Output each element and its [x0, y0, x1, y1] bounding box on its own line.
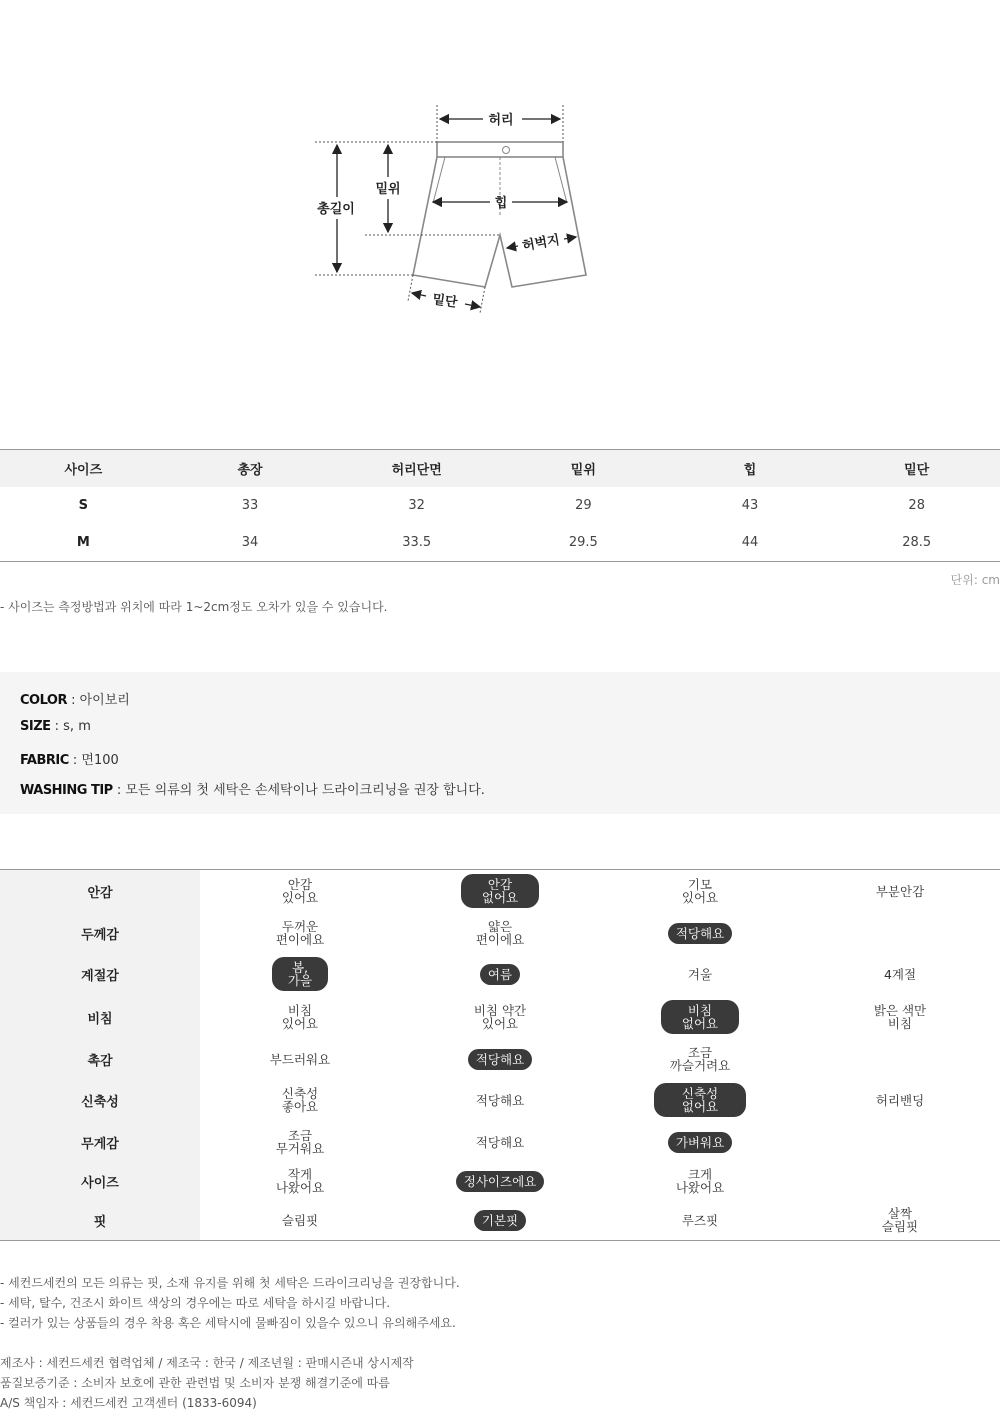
attribute-option-cell [800, 1090, 1000, 1111]
maker-line: 제조사 : 세컨드세컨 협력업체 / 제조국 : 한국 / 제조년월 : 판매시즌내 상시제작 [0, 1356, 414, 1370]
attribute-table [0, 869, 1000, 1241]
attribute-label: 비침 [0, 994, 200, 1040]
attribute-option [892, 1055, 908, 1063]
attribute-row [0, 1200, 1000, 1240]
attribute-option: 기모 있어요 [681, 877, 719, 905]
attribute-option-cell [200, 1049, 400, 1070]
attribute-option-cell [800, 964, 1000, 985]
attribute-label: 두께감 [0, 912, 200, 954]
label-thigh: 허벅지 [521, 232, 561, 255]
table-cell: 28 [908, 498, 925, 513]
shorts-diagram-svg [300, 95, 700, 325]
size-table [0, 449, 1000, 562]
attribute-label: 촉감 [0, 1040, 200, 1078]
size-table-header [0, 450, 1000, 487]
size-cell: S [78, 498, 89, 513]
attribute-option: 밝은 색만 비침 [873, 1003, 927, 1031]
label-waist: 허리 [488, 113, 514, 128]
attribute-option-cell [400, 1090, 600, 1111]
attribute-label: 사이즈 [0, 1162, 200, 1200]
attribute-option-cell [600, 1042, 800, 1076]
attribute-option-cell [800, 1055, 1000, 1063]
attribute-row [0, 954, 1000, 994]
attribute-option-cell [400, 916, 600, 950]
attribute-option-selected: 적당해요 [668, 923, 732, 944]
care-note: - 컬러가 있는 상품들의 경우 착용 혹은 세탁시에 물빠짐이 있을수 있으니 유의해주세요. [0, 1316, 456, 1330]
attribute-option [892, 929, 908, 937]
attribute-option-cell [400, 1132, 600, 1153]
info-fabric-label: FABRIC [20, 753, 69, 768]
info-size-value: : s, m [50, 719, 91, 734]
care-notes [0, 1273, 460, 1333]
attribute-row [0, 1122, 1000, 1162]
table-cell: 29.5 [568, 535, 598, 550]
attribute-option [892, 1177, 908, 1185]
care-note: - 세탁, 탈수, 건조시 화이트 색상의 경우에는 따로 세탁을 하시길 바랍니다. [0, 1296, 391, 1310]
attribute-label: 핏 [0, 1200, 200, 1240]
info-size-label: SIZE [20, 719, 51, 734]
info-color [20, 689, 130, 708]
maker-line: 품질보증기준 : 소비자 보호에 관한 관련법 및 소비자 분쟁 해결기준에 따름 [0, 1376, 390, 1390]
attribute-option-cell [400, 1171, 600, 1192]
attribute-option-cell [800, 929, 1000, 937]
attribute-option: 허리밴딩 [875, 1092, 925, 1108]
attribute-option-cell [600, 1083, 800, 1117]
attribute-option-selected: 봄, 가을 [272, 957, 328, 991]
attribute-option-cell [600, 964, 800, 985]
attribute-option: 부드러워요 [269, 1051, 331, 1067]
attribute-option-cell [200, 874, 400, 908]
table-row [0, 487, 1000, 524]
attribute-option: 루즈핏 [681, 1212, 719, 1228]
attribute-row [0, 1040, 1000, 1078]
table-cell: 28.5 [902, 535, 932, 550]
attribute-option-cell [200, 916, 400, 950]
attribute-option-cell [200, 957, 400, 991]
attribute-option-cell [200, 1210, 400, 1231]
attribute-option-selected: 비침 없어요 [661, 1000, 739, 1034]
table-cell: 29 [575, 498, 592, 513]
attribute-option: 4계절 [883, 966, 917, 982]
header-cell: 밑단 [904, 463, 930, 478]
attribute-option-cell [800, 1203, 1000, 1237]
measure-arrows [337, 119, 576, 307]
label-total-length: 총길이 [317, 202, 355, 217]
attribute-option-selected: 정사이즈에요 [456, 1171, 544, 1192]
size-note: - 사이즈는 측정방법과 위치에 따라 1~2cm정도 오차가 있을 수 있습니다. [0, 600, 388, 614]
info-color-value: : 아이보리 [66, 693, 130, 708]
info-washing [20, 779, 485, 798]
attribute-option: 비침 있어요 [281, 1003, 319, 1031]
attribute-row [0, 1078, 1000, 1122]
info-color-label: COLOR [20, 693, 67, 708]
care-note: - 세컨드세컨의 모든 의류는 핏, 소재 유지를 위해 첫 세탁은 드라이크리닝을 권장합니다. [0, 1276, 460, 1290]
info-washing-label: WASHING TIP [20, 783, 113, 798]
table-cell: 44 [741, 535, 759, 550]
attribute-option-cell [400, 1000, 600, 1034]
attribute-option-cell [600, 1164, 800, 1198]
attribute-label: 계절감 [0, 954, 200, 994]
attribute-option-cell [800, 1138, 1000, 1146]
maker-line: A/S 책임자 : 세컨드세컨 고객센터 (1833-6094) [0, 1396, 257, 1410]
attribute-option-cell [600, 1210, 800, 1231]
info-fabric-value: : 면100 [68, 753, 119, 768]
attribute-option-cell [400, 964, 600, 985]
attribute-option-cell [600, 1000, 800, 1034]
attribute-option-cell [400, 874, 600, 908]
header-cell: 밑위 [570, 463, 596, 478]
attribute-option: 부분안감 [875, 883, 925, 899]
attribute-option: 슬림핏 [281, 1212, 319, 1228]
attribute-option-selected: 안감 없어요 [461, 874, 539, 908]
header-cell: 힙 [743, 463, 757, 478]
attribute-option: 안감 있어요 [281, 877, 319, 905]
header-cell: 총장 [237, 463, 263, 478]
attribute-option-cell [600, 1132, 800, 1153]
header-cell: 허리단면 [391, 463, 442, 478]
product-info-box [0, 672, 1000, 814]
attribute-option: 적당해요 [475, 1092, 525, 1108]
label-rise: 밑위 [375, 182, 401, 197]
attribute-option: 두꺼운 편이에요 [275, 919, 325, 947]
shorts-outline [413, 142, 586, 287]
info-fabric [20, 749, 119, 768]
attribute-option: 얇은 편이에요 [475, 919, 525, 947]
attribute-option-cell [200, 1125, 400, 1159]
header-cell: 사이즈 [64, 463, 103, 478]
attribute-option-cell [800, 1000, 1000, 1034]
attribute-option: 크게 나왔어요 [675, 1167, 725, 1195]
attribute-option-cell [400, 1049, 600, 1070]
attribute-option-cell [200, 1000, 400, 1034]
unit-label: 단위: cm [950, 573, 1000, 587]
table-cell: 33.5 [402, 535, 432, 550]
attribute-option: 비침 약간 있어요 [473, 1003, 527, 1031]
attribute-option: 조금 까슬거려요 [669, 1045, 731, 1073]
info-size [20, 719, 91, 734]
table-cell: 43 [741, 498, 759, 513]
attribute-option: 작게 나왔어요 [275, 1167, 325, 1195]
attribute-option: 겨울 [687, 966, 713, 982]
attribute-option-selected: 신축성 없어요 [654, 1083, 746, 1117]
measurement-diagram [300, 95, 700, 325]
attribute-option-selected: 가벼워요 [668, 1132, 732, 1153]
attribute-option: 신축성 좋아요 [281, 1086, 319, 1114]
attribute-label: 안감 [0, 870, 200, 912]
attribute-row [0, 994, 1000, 1040]
attribute-option-selected: 적당해요 [468, 1049, 532, 1070]
attribute-row [0, 870, 1000, 912]
attribute-option-cell [200, 1164, 400, 1198]
info-washing-value: : 모든 의류의 첫 세탁은 손세탁이나 드라이크리닝을 권장 합니다. [112, 783, 485, 798]
attribute-option-cell [200, 1083, 400, 1117]
attribute-option [892, 1138, 908, 1146]
table-cell: 32 [408, 498, 425, 513]
manufacturer-info [0, 1353, 414, 1413]
size-cell: M [76, 535, 90, 550]
label-hem: 밑단 [431, 292, 459, 311]
attribute-option: 적당해요 [475, 1134, 525, 1150]
table-cell: 34 [241, 535, 259, 550]
attribute-row [0, 912, 1000, 954]
attribute-option: 살짝 슬림핏 [881, 1206, 919, 1234]
attribute-option: 조금 무거워요 [275, 1128, 325, 1156]
label-hip: 힙 [494, 196, 508, 211]
attribute-option-selected: 여름 [480, 964, 520, 985]
attribute-option-cell [800, 881, 1000, 902]
attribute-row [0, 1162, 1000, 1200]
table-cell: 33 [241, 498, 259, 513]
attribute-option-selected: 기본핏 [474, 1210, 526, 1231]
attribute-option-cell [600, 874, 800, 908]
attribute-label: 신축성 [0, 1078, 200, 1122]
attribute-label: 무게감 [0, 1122, 200, 1162]
attribute-option-cell [600, 923, 800, 944]
attribute-option-cell [400, 1210, 600, 1231]
table-row [0, 524, 1000, 561]
attribute-option-cell [800, 1177, 1000, 1185]
